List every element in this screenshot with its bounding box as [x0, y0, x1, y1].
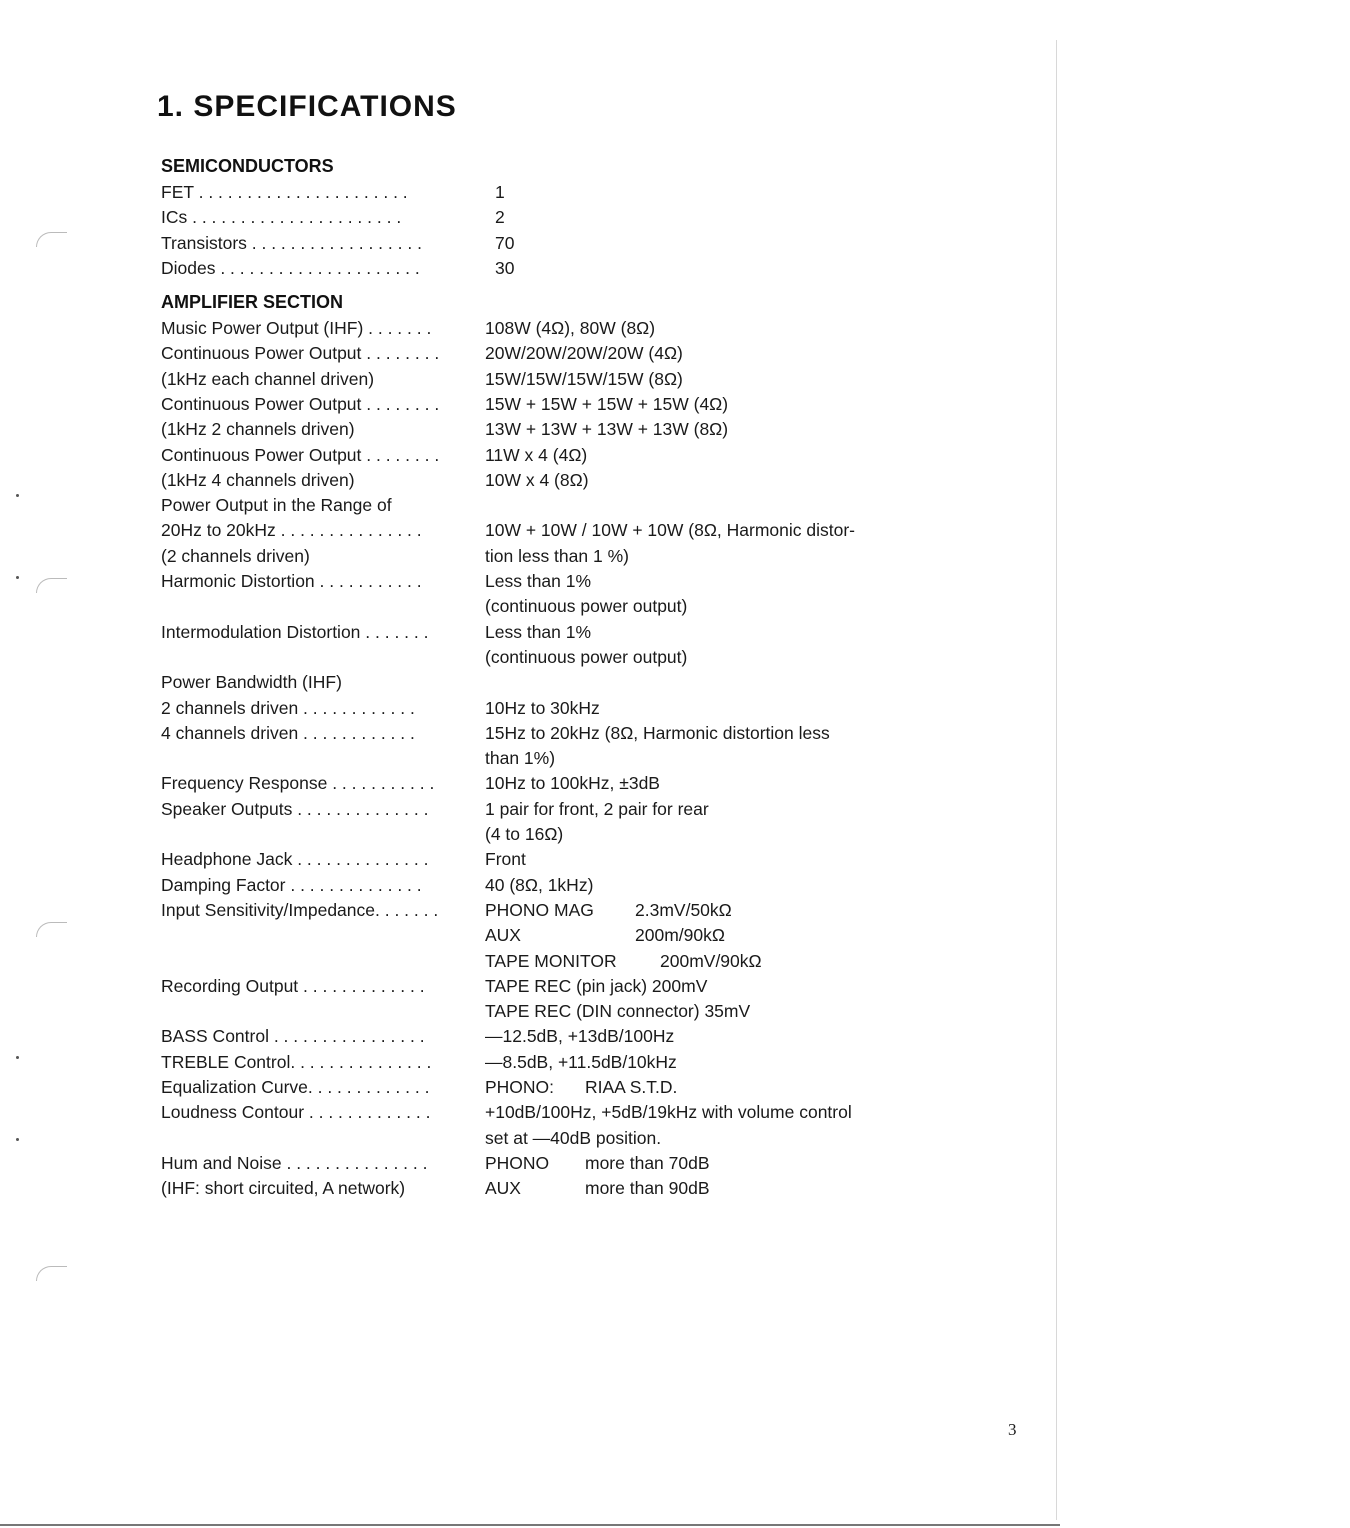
page-title: 1. SPECIFICATIONS	[157, 90, 457, 123]
spec-value: 10W x 4 (8Ω)	[485, 469, 589, 490]
spec-row	[161, 256, 921, 281]
spec-label: 20Hz to 20kHz . . . . . . . . . . . . . . .	[161, 520, 422, 541]
spec-row	[161, 180, 921, 205]
spec-label: Power Output in the Range of	[161, 495, 392, 516]
spec-row	[161, 367, 921, 392]
spec-value: 70	[495, 232, 515, 253]
spec-label: (1kHz 4 channels driven)	[161, 469, 355, 490]
margin-mark	[36, 1266, 67, 1281]
spec-value: 11W x 4 (4Ω)	[485, 444, 588, 465]
spec-label: TREBLE Control. . . . . . . . . . . . . . .	[161, 1051, 432, 1072]
spec-row	[161, 1100, 921, 1125]
spec-label: BASS Control . . . . . . . . . . . . . . . .	[161, 1026, 425, 1047]
spec-row	[161, 797, 921, 822]
spec-value: 15W + 15W + 15W + 15W (4Ω)	[485, 393, 729, 414]
spec-label: Equalization Curve. . . . . . . . . . . . .	[161, 1077, 430, 1097]
page-number: 3	[1008, 1420, 1017, 1439]
spec-label: Power Bandwidth (IHF)	[161, 672, 342, 693]
spec-row	[161, 873, 921, 898]
spec-value-detail: 200m/90kΩ	[635, 925, 725, 946]
spec-row	[161, 847, 921, 872]
bottom-edge	[0, 1524, 1060, 1526]
spec-row	[161, 594, 921, 619]
spec-row	[161, 443, 921, 468]
spec-value-detail: 2.3mV/50kΩ	[635, 899, 732, 920]
spec-row	[161, 392, 921, 417]
spec-row	[161, 670, 921, 695]
spec-label: Recording Output . . . . . . . . . . . . .	[161, 975, 425, 996]
spec-row	[161, 949, 921, 974]
spec-value: (continuous power output)	[485, 596, 688, 617]
spec-row	[161, 721, 921, 746]
spec-label: FET . . . . . . . . . . . . . . . . . . . . . .	[161, 182, 408, 202]
spec-value: tion less than 1 %)	[485, 545, 629, 566]
spec-value: 40 (8Ω, 1kHz)	[485, 874, 594, 895]
spec-label: (IHF: short circuited, A network)	[161, 1178, 406, 1199]
spec-row	[161, 771, 921, 796]
spec-row	[161, 898, 921, 923]
spec-row	[161, 468, 921, 493]
spec-row	[161, 205, 921, 230]
margin-mark	[36, 922, 67, 937]
spec-value: PHONO MAG	[485, 899, 594, 920]
spec-label: (2 channels driven)	[161, 545, 310, 566]
spec-value: 108W (4Ω), 80W (8Ω)	[485, 318, 656, 338]
spec-label: ICs . . . . . . . . . . . . . . . . . . . . . .	[161, 207, 402, 228]
spec-label: Damping Factor . . . . . . . . . . . . . .	[161, 874, 422, 895]
spec-label: Transistors . . . . . . . . . . . . . . . . . .	[161, 232, 422, 253]
spec-label: Continuous Power Output . . . . . . . .	[161, 444, 440, 465]
spec-value: 2	[495, 207, 505, 228]
spec-value: AUX	[485, 1178, 521, 1199]
spec-row	[161, 569, 921, 594]
spec-label: Continuous Power Output . . . . . . . .	[161, 343, 440, 364]
spec-label: Frequency Response . . . . . . . . . . .	[161, 773, 435, 794]
spec-value: 15Hz to 20kHz (8Ω, Harmonic distortion less	[485, 722, 830, 743]
spec-row	[161, 544, 921, 569]
spec-label: Diodes . . . . . . . . . . . . . . . . . . . . .	[161, 257, 420, 278]
spec-row	[161, 316, 921, 341]
spec-value: TAPE MONITOR	[485, 950, 617, 971]
spec-value: TAPE REC (pin jack) 200mV	[485, 975, 708, 996]
spec-label: 4 channels driven . . . . . . . . . . . .	[161, 722, 415, 743]
spec-value: Less than 1%	[485, 571, 592, 591]
spec-row	[161, 1050, 921, 1075]
margin-mark	[36, 232, 67, 247]
spec-value: +10dB/100Hz, +5dB/19kHz with volume control	[485, 1102, 852, 1123]
margin-dot	[16, 494, 19, 497]
margin-dot	[16, 1138, 19, 1141]
spec-label: Input Sensitivity/Impedance. . . . . . .	[161, 899, 439, 920]
spec-label: Speaker Outputs . . . . . . . . . . . . . .	[161, 798, 429, 819]
spec-label: Headphone Jack . . . . . . . . . . . . . .	[161, 849, 429, 870]
spec-label: Music Power Output (IHF) . . . . . . .	[161, 318, 432, 338]
margin-mark	[36, 578, 67, 593]
spec-value: 10W + 10W / 10W + 10W (8Ω, Harmonic distor-	[485, 520, 855, 541]
spec-value: (4 to 16Ω)	[485, 824, 564, 844]
spec-value: (continuous power output)	[485, 646, 688, 667]
spec-value: than 1%)	[485, 748, 556, 769]
spec-label: Loudness Contour . . . . . . . . . . . . .	[161, 1102, 431, 1123]
spec-value: PHONO	[485, 1152, 550, 1173]
margin-dot	[16, 1056, 19, 1059]
spec-row	[161, 231, 921, 256]
spec-row	[161, 645, 921, 670]
spec-row	[161, 999, 921, 1024]
spec-label: Intermodulation Distortion . . . . . . .	[161, 621, 429, 642]
spec-value: 1 pair for front, 2 pair for rear	[485, 798, 709, 819]
spec-value: —8.5dB, +11.5dB/10kHz	[485, 1051, 677, 1072]
spec-value: —12.5dB, +13dB/100Hz	[485, 1026, 675, 1047]
spec-value: 10Hz to 30kHz	[485, 697, 600, 718]
spec-value: 20W/20W/20W/20W (4Ω)	[485, 343, 683, 364]
margin-dot	[16, 576, 19, 579]
spec-row	[161, 1176, 921, 1201]
spec-value: 1	[495, 182, 505, 202]
section-heading-amplifier: AMPLIFIER SECTION	[161, 292, 344, 312]
spec-value: TAPE REC (DIN connector) 35mV	[485, 1001, 751, 1022]
spec-value: set at —40dB position.	[485, 1127, 662, 1148]
spec-label: Hum and Noise . . . . . . . . . . . . . . .	[161, 1152, 428, 1173]
spec-row	[161, 417, 921, 442]
spec-value-detail: RIAA S.T.D.	[585, 1077, 678, 1097]
spec-value: AUX	[485, 925, 521, 946]
spec-label: Harmonic Distortion . . . . . . . . . . .	[161, 571, 422, 591]
spec-row	[161, 1024, 921, 1049]
spec-row	[161, 746, 921, 771]
page-edge	[1056, 40, 1057, 1520]
spec-value: Front	[485, 849, 526, 870]
spec-value: PHONO:	[485, 1077, 555, 1097]
spec-value: 10Hz to 100kHz, ±3dB	[485, 773, 660, 794]
spec-row	[161, 822, 921, 847]
spec-value-detail: 200mV/90kΩ	[660, 950, 762, 971]
spec-row	[161, 1151, 921, 1176]
spec-row	[161, 341, 921, 366]
spec-row	[161, 923, 921, 948]
spec-label: (1kHz each channel driven)	[161, 368, 375, 389]
spec-row	[161, 493, 921, 518]
spec-value: 30	[495, 257, 515, 278]
spec-value-detail: more than 70dB	[585, 1152, 710, 1173]
spec-value: Less than 1%	[485, 621, 592, 642]
spec-value: 13W + 13W + 13W + 13W (8Ω)	[485, 419, 729, 440]
spec-label: 2 channels driven . . . . . . . . . . . .	[161, 697, 415, 718]
spec-value-detail: more than 90dB	[585, 1178, 710, 1199]
spec-row	[161, 1075, 921, 1100]
spec-row	[161, 974, 921, 999]
spec-label: (1kHz 2 channels driven)	[161, 419, 355, 440]
spec-row	[161, 518, 921, 543]
spec-row	[161, 620, 921, 645]
section-heading-semiconductors: SEMICONDUCTORS	[161, 156, 334, 176]
spec-row	[161, 696, 921, 721]
spec-row	[161, 1126, 921, 1151]
spec-label: Continuous Power Output . . . . . . . .	[161, 393, 440, 414]
spec-value: 15W/15W/15W/15W (8Ω)	[485, 368, 683, 389]
